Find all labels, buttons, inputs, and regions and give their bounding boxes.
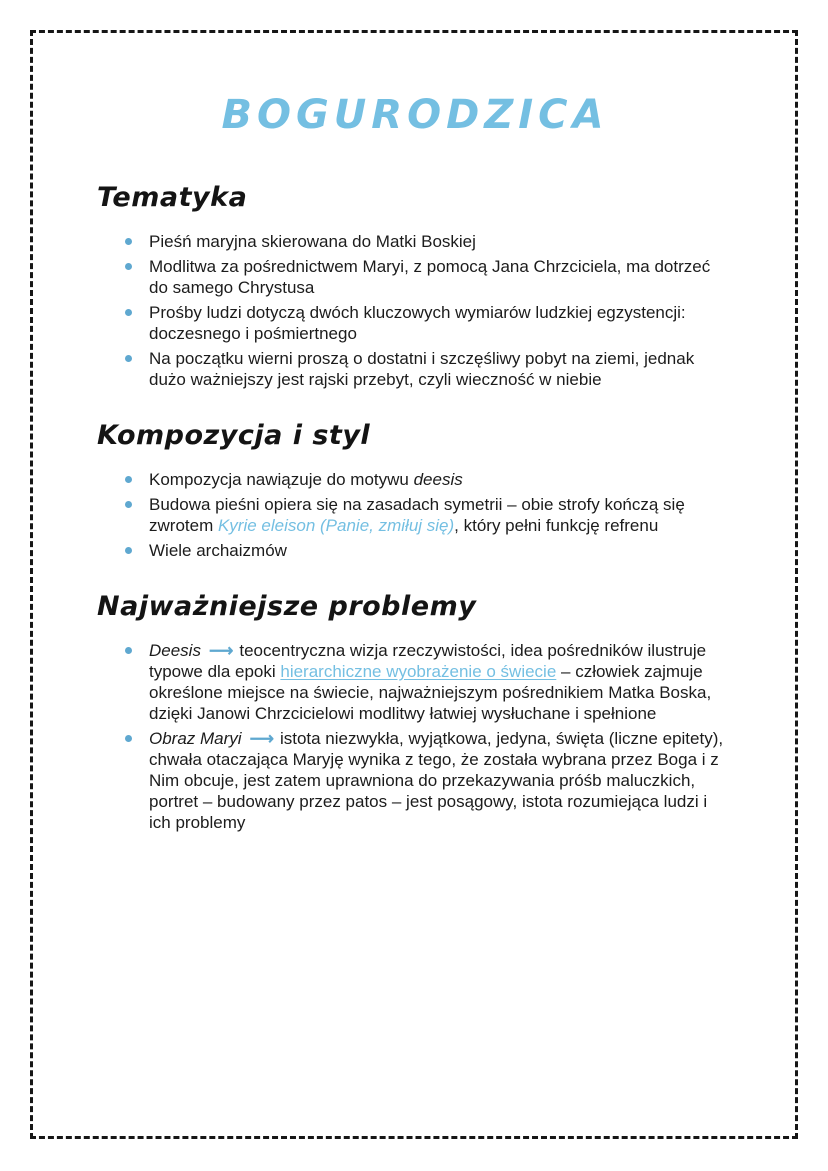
bullet-item xyxy=(149,256,733,298)
bullet-item xyxy=(149,231,733,252)
text-segment: Deesis xyxy=(149,641,201,660)
text-segment: – człowiek zajmuje określone miejsce na świecie, najważniejszym pośrednikiem Matka Boska, dzięki Janowi Chrzcicielowi modlitwy łatwiej wysłuchane i spełnione xyxy=(149,662,712,723)
text-segment: deesis xyxy=(413,470,463,489)
text-segment: Pieśń maryjna skierowana do Matki Boskiej xyxy=(149,232,476,251)
bullet-item xyxy=(149,540,733,561)
bullet-item xyxy=(149,494,733,536)
page-content xyxy=(97,92,733,841)
text-segment: Modlitwa za pośrednictwem Maryi, z pomocą Jana Chrzciciela, ma dotrzeć do samego Chrystusa xyxy=(149,257,711,297)
text-segment: Wiele archaizmów xyxy=(149,541,287,560)
section-heading: Tematyka xyxy=(97,182,248,213)
text-segment: Kyrie eleison (Panie, zmiłuj się) xyxy=(217,516,455,535)
arrow-icon: ⟶ xyxy=(249,729,274,748)
bullet-list xyxy=(97,231,733,390)
sections xyxy=(97,182,733,833)
section-tematyka xyxy=(97,182,733,390)
text-segment: Prośby ludzi dotyczą dwóch kluczowych wymiarów ludzkiej egzystencji: doczesnego i pośmiertnego xyxy=(149,303,686,343)
text-segment: Obraz Maryi xyxy=(149,729,242,748)
bullet-item xyxy=(149,469,733,490)
text-segment: teocentryczna wizja rzeczywistości, idea pośredników ilustruje typowe dla epoki xyxy=(149,641,707,681)
section-heading: Kompozycja i styl xyxy=(97,420,371,451)
text-segment: Budowa pieśni opiera się na zasadach symetrii – obie strofy kończą się zwrotem xyxy=(149,495,685,535)
section-heading: Najważniejsze problemy xyxy=(97,591,477,622)
text-segment: hierarchiczne wyobrażenie o świecie xyxy=(280,662,557,681)
bullet-item xyxy=(149,302,733,344)
bullet-item xyxy=(149,348,733,390)
text-segment: Na początku wierni proszą o dostatni i szczęśliwy pobyt na ziemi, jednak dużo ważniejszy jest rajski przebyt, czyli wieczność w niebie xyxy=(149,349,695,389)
text-segment: istota niezwykła, wyjątkowa, jedyna, święta (liczne epitety), chwała otaczająca Maryję wynika z tego, że została wybrana przez Boga i z Nim obcuje, jest zatem uprawniona do przekazywania próśb maluczkich, portret – budowany przez patos – jest posągowy, istota rozumiejąca ludzi i ich problemy xyxy=(149,729,724,832)
section-kompozycja-i-styl xyxy=(97,420,733,561)
bullet-item xyxy=(149,728,733,833)
arrow-icon: ⟶ xyxy=(208,641,234,660)
section-najwazniejsze-problemy xyxy=(97,591,733,833)
bullet-item xyxy=(149,640,733,724)
bullet-list xyxy=(97,469,733,561)
text-segment: Kompozycja nawiązuje do motywu xyxy=(149,470,414,489)
page-title: BOGURODZICA xyxy=(221,92,609,138)
bullet-list xyxy=(97,640,733,833)
text-segment: , który pełni funkcję refrenu xyxy=(454,516,659,535)
